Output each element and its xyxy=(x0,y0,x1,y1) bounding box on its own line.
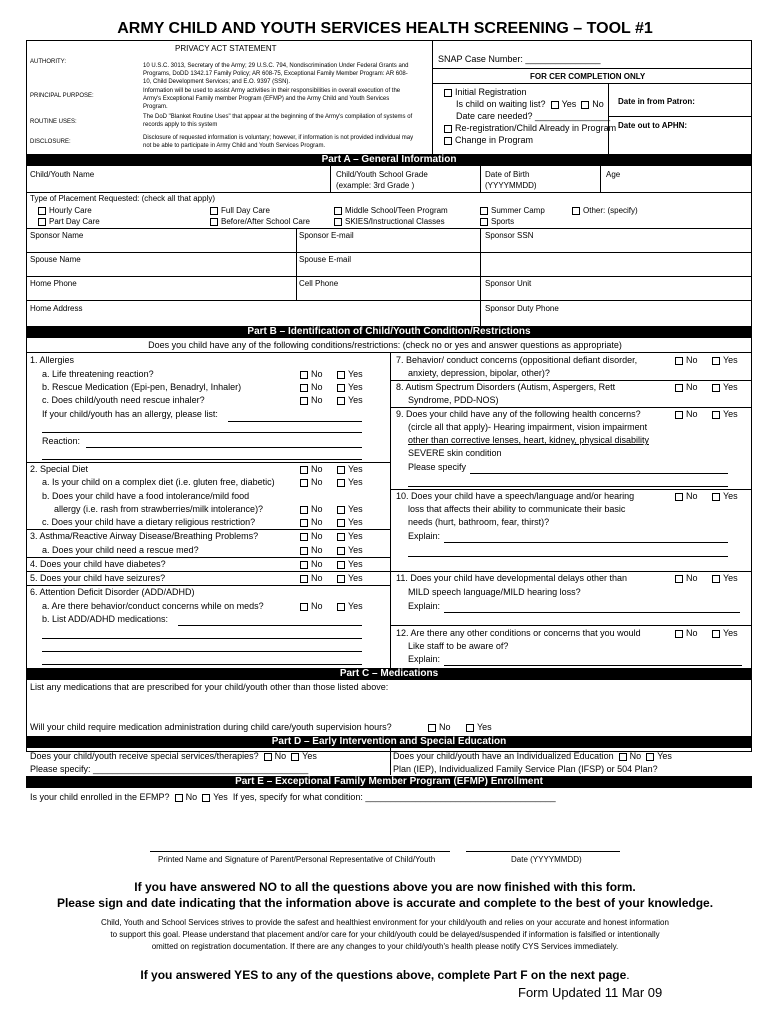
placement-heading: Type of Placement Requested: (check all that apply) xyxy=(30,194,215,203)
initial-registration-checkbox[interactable]: Initial Registration xyxy=(444,87,527,97)
checkbox-icon xyxy=(210,207,218,215)
q7-no[interactable]: No xyxy=(675,355,698,365)
q6a: a. Are there behavior/conduct concerns while on meds? xyxy=(42,601,264,611)
purpose-line3: Program. xyxy=(143,104,168,110)
checkbox-icon xyxy=(480,218,488,226)
disclosure-line1: Disclosure of requested information is voluntary; however, if information is not provided individual may xyxy=(143,135,414,141)
part-e-bar: Part E – Exceptional Family Member Program (EFMP) Enrollment xyxy=(26,776,752,788)
q5-seizures: 5. Does your child have seizures? xyxy=(30,573,166,583)
q12-no[interactable]: No xyxy=(675,628,698,638)
privacy-divider xyxy=(432,40,433,154)
q9b: (circle all that apply)- Hearing impairment, vision impairment xyxy=(408,422,648,432)
q2c: c. Does your child have a dietary religious restriction? xyxy=(42,517,256,527)
q2b2: allergy (i.e. rash from strawberries/milk intolerance)? xyxy=(54,504,264,514)
med-admin-no[interactable]: No xyxy=(428,722,451,732)
spouse-name-label[interactable]: Spouse Name xyxy=(30,255,81,264)
q3-yes[interactable]: Yes xyxy=(337,531,363,541)
routine-line2: records apply to this system xyxy=(143,122,218,128)
q2c-no[interactable]: No xyxy=(300,517,323,527)
q1a-yes[interactable]: Yes xyxy=(337,369,363,379)
q2a-no[interactable]: No xyxy=(300,477,323,487)
q12c: Explain: xyxy=(408,654,441,664)
cell-phone-label[interactable]: Cell Phone xyxy=(299,279,339,288)
disclosure-label: DISCLOSURE: xyxy=(30,139,71,145)
sponsor-ssn-label[interactable]: Sponsor SSN xyxy=(485,231,534,240)
q2b-no[interactable]: No xyxy=(300,504,323,514)
q10d: Explain: xyxy=(408,531,441,541)
q6a-yes[interactable]: Yes xyxy=(337,601,363,611)
q7b: anxiety, depression, bipolar, other)? xyxy=(408,368,550,378)
q1c-no[interactable]: No xyxy=(300,395,323,405)
q6a-no[interactable]: No xyxy=(300,601,323,611)
q2b-yes[interactable]: Yes xyxy=(337,504,363,514)
change-program-checkbox[interactable]: Change in Program xyxy=(444,135,533,145)
checkbox-icon xyxy=(38,207,46,215)
authority-label: AUTHORITY: xyxy=(30,59,67,65)
q10-speech: 10. Does your child have a speech/language and/or hearing xyxy=(396,491,635,501)
q2-no[interactable]: No xyxy=(300,464,323,474)
home-address-label[interactable]: Home Address xyxy=(30,304,83,313)
reregistration-checkbox[interactable]: Re-registration/Child Already in Program xyxy=(444,123,616,133)
q12b: Like staff to be aware of? xyxy=(408,641,509,651)
q1a: a. Life threatening reaction? xyxy=(42,369,154,379)
authority-line2: Programs, DoDD 1342.17 Family Policy; AR 608-75, Exceptional Family Member Program: AR 608- xyxy=(143,71,408,77)
part-b-intro: Does you child have any of the following conditions/restrictions: (check no or yes and answer questions as appropriate) xyxy=(148,340,622,350)
med-admin-yes[interactable]: Yes xyxy=(466,722,492,732)
date-out-label: Date out to APHN: xyxy=(618,121,688,130)
q2b1: b. Does your child have a food intolerance/mild food xyxy=(42,491,250,501)
part-a-bar: Part A – General Information xyxy=(26,154,752,166)
form-title: ARMY CHILD AND YOUTH SERVICES HEALTH SCREENING – TOOL #1 xyxy=(117,20,653,37)
hourly-care-checkbox[interactable]: Hourly Care xyxy=(38,206,92,215)
q3-no[interactable]: No xyxy=(300,531,323,541)
checkbox-icon[interactable] xyxy=(551,101,559,109)
q8-no[interactable]: No xyxy=(675,382,698,392)
q1a-no[interactable]: No xyxy=(300,369,323,379)
q1-allergies: 1. Allergies xyxy=(30,355,75,365)
part-c-bar: Part C – Medications xyxy=(26,668,752,680)
q2-yes[interactable]: Yes xyxy=(337,464,363,474)
special-services-question: Does your child/youth receive special services/therapies? No Yes xyxy=(30,751,317,761)
other-checkbox[interactable]: Other: (specify) xyxy=(572,206,638,215)
cys-notice-1: Child, Youth and School Services strives to provide the safest and healthiest environment for your child/youth and relies on your accurate and honest information xyxy=(101,918,669,927)
q8-autism: 8. Autism Spectrum Disorders (Autism, Aspergers, Rett xyxy=(396,382,616,392)
q3-asthma: 3. Asthma/Reactive Airway Disease/Breathing Problems? xyxy=(30,531,259,541)
q8b: Syndrome, PDD-NOS) xyxy=(408,395,499,405)
cys-notice-2: to support this goal. Please understand that placement and/or care for your child/youth could be delayed/suspended if information is falsified or intentionally xyxy=(110,930,660,939)
checkbox-icon xyxy=(572,207,580,215)
q10-no[interactable]: No xyxy=(675,491,698,501)
no-answers-finished: If you have answered NO to all the questions above you are now finished with this form. xyxy=(134,880,636,894)
medication-admin-question: Will your child require medication administration during child care/youth supervision hours? xyxy=(30,722,392,732)
part-day-checkbox[interactable]: Part Day Care xyxy=(38,217,100,226)
special-services-specify[interactable]: Please specify: ___________________________________________ xyxy=(30,764,309,774)
part-b-bar: Part B – Identification of Child/Youth Condition/Restrictions xyxy=(26,326,752,338)
dob-label[interactable]: Date of Birth xyxy=(485,170,530,179)
school-grade-label[interactable]: Child/Youth School Grade xyxy=(336,170,428,179)
q9-no[interactable]: No xyxy=(675,409,698,419)
q5-no[interactable]: No xyxy=(300,573,323,583)
purpose-line1: Information will be used to assist Army activities in their responsibilities in overall execution of the xyxy=(143,88,401,94)
q7-yes[interactable]: Yes xyxy=(712,355,738,365)
checkbox-icon[interactable] xyxy=(581,101,589,109)
date-care-needed[interactable]: Date care needed? _______________ xyxy=(456,111,611,121)
medications-list: List any medications that are prescribed for your child/youth other than those listed above: xyxy=(30,682,389,692)
waiting-list-question: Is child on waiting list? Yes No xyxy=(456,99,604,109)
q9-yes[interactable]: Yes xyxy=(712,409,738,419)
q11-developmental: 11. Does your child have developmental delays other than xyxy=(396,573,627,583)
q5-yes[interactable]: Yes xyxy=(337,573,363,583)
sponsor-email-label[interactable]: Sponsor E-mail xyxy=(299,231,354,240)
q6b: b. List ADD/ADHD medications: xyxy=(42,614,169,624)
before-after-checkbox[interactable]: Before/After School Care xyxy=(210,217,310,226)
efmp-question: Is your child enrolled in the EFMP? No Yes If yes, specify for what condition: ______________________________________ xyxy=(30,792,556,802)
dob-format: (YYYYMMDD) xyxy=(485,181,537,190)
q4-no[interactable]: No xyxy=(300,559,323,569)
form-updated: Form Updated 11 Mar 09 xyxy=(518,985,663,1000)
checkbox-icon xyxy=(444,89,452,97)
grade-example: (example: 3rd Grade ) xyxy=(336,181,415,190)
checkbox-icon xyxy=(210,218,218,226)
q7-behavior: 7. Behavior/ conduct concerns (oppositional defiant disorder, xyxy=(396,355,638,365)
complete-part-f-notice: If you answered YES to any of the questions above, complete Part F on the next page. xyxy=(140,968,630,982)
routine-label: ROUTINE USES: xyxy=(30,119,77,125)
privacy-heading: PRIVACY ACT STATEMENT xyxy=(175,44,277,53)
q11b: MILD speech language/MILD hearing loss? xyxy=(408,587,581,597)
q11-no[interactable]: No xyxy=(675,573,698,583)
reaction-label: Reaction: xyxy=(42,436,81,446)
spouse-email-label[interactable]: Spouse E-mail xyxy=(299,255,352,264)
skies-checkbox[interactable]: SKIES/Instructional Classes xyxy=(334,217,445,226)
checkbox-icon xyxy=(334,218,342,226)
q1b: b. Rescue Medication (Epi-pen, Benadryl, Inhaler) xyxy=(42,382,242,392)
signature-line[interactable] xyxy=(150,851,450,852)
checkbox-icon xyxy=(444,137,452,145)
q4-yes[interactable]: Yes xyxy=(337,559,363,569)
q1b-yes[interactable]: Yes xyxy=(337,382,363,392)
age-label[interactable]: Age xyxy=(606,170,621,179)
q9d: SEVERE skin condition xyxy=(408,448,502,458)
q6-add: 6. Attention Deficit Disorder (ADD/ADHD) xyxy=(30,587,195,597)
q11c: Explain: xyxy=(408,601,441,611)
q11-yes[interactable]: Yes xyxy=(712,573,738,583)
checkbox-icon xyxy=(480,207,488,215)
sports-checkbox[interactable]: Sports xyxy=(480,217,514,226)
full-day-checkbox[interactable]: Full Day Care xyxy=(210,206,270,215)
purpose-line2: Army's Exceptional Family member Program (EFMP) and the Army Child and Youth Services xyxy=(143,96,390,102)
q10b: loss that affects their ability to communicate their basic xyxy=(408,504,626,514)
q10-yes[interactable]: Yes xyxy=(712,491,738,501)
q9-health: 9. Does your child have any of the following health concerns? xyxy=(396,409,641,419)
sponsor-duty-label[interactable]: Sponsor Duty Phone xyxy=(485,304,559,313)
q3a-yes[interactable]: Yes xyxy=(337,545,363,555)
date-line[interactable] xyxy=(466,851,620,852)
authority-line1: 10 U.S.C. 3013, Secretary of the Army; 29 U.S.C. 794, Nondiscrimination Under Federal Grants and xyxy=(143,63,409,69)
iep-question-line2: Plan (IEP), Individualized Family Service Plan (IFSP) or 504 Plan? xyxy=(393,764,658,774)
q12-other: 12. Are there any other conditions or concerns that you would xyxy=(396,628,641,638)
q3a: a. Does your child need a rescue med? xyxy=(42,545,199,555)
home-phone-label[interactable]: Home Phone xyxy=(30,279,77,288)
summer-camp-checkbox[interactable]: Summer Camp xyxy=(480,206,545,215)
child-name-label[interactable]: Child/Youth Name xyxy=(30,170,95,179)
cys-notice-3: omitted on registration documentation. If there are any changes to your child/youth's health please notify CYS Services immediately. xyxy=(151,942,619,951)
cer-heading: FOR CER COMPLETION ONLY xyxy=(530,72,646,81)
routine-line1: The DoD "Blanket Routine Uses" that appear at the beginning of the Army's compilation of systems of xyxy=(143,114,413,120)
checkbox-icon xyxy=(334,207,342,215)
q9e: Please specify xyxy=(408,462,467,472)
part-d-bar: Part D – Early Intervention and Special Education xyxy=(26,736,752,748)
snap-case-number[interactable]: SNAP Case Number: _______________ xyxy=(438,54,601,64)
printed-name-label: Printed Name and Signature of Parent/Personal Representative of Child/Youth xyxy=(158,855,436,864)
date-in-label: Date in from Patron: xyxy=(618,97,695,106)
q1b-no[interactable]: No xyxy=(300,382,323,392)
middle-school-checkbox[interactable]: Middle School/Teen Program xyxy=(334,206,448,215)
q4-diabetes: 4. Does your child have diabetes? xyxy=(30,559,166,569)
checkbox-icon xyxy=(38,218,46,226)
sponsor-name-label[interactable]: Sponsor Name xyxy=(30,231,84,240)
q10c: needs (hurt, bathroom, fear, thirst)? xyxy=(408,517,550,527)
checkbox-icon xyxy=(444,125,452,133)
q1d: If your child/youth has an allergy, please list: xyxy=(42,409,218,419)
q9c: other than corrective lenses, heart, kidney, physical disability xyxy=(408,435,649,445)
q1c-yes[interactable]: Yes xyxy=(337,395,363,405)
q2a: a. Is your child on a complex diet (i.e. gluten free, diabetic) xyxy=(42,477,275,487)
q2-special-diet: 2. Special Diet xyxy=(30,464,89,474)
signature-date-label: Date (YYYYMMDD) xyxy=(511,855,582,864)
iep-question: Does your child/youth have an Individualized Education No Yes xyxy=(393,751,672,761)
purpose-label: PRINCIPAL PURPOSE: xyxy=(30,93,94,99)
q2c-yes[interactable]: Yes xyxy=(337,517,363,527)
q3a-no[interactable]: No xyxy=(300,545,323,555)
authority-line3: 10, Child Development Services; and E.O. 9397 (SSN). xyxy=(143,79,291,85)
disclosure-line2: not be able to participate in Army Child and Youth Services Program. xyxy=(143,143,326,149)
sign-and-date-notice: Please sign and date indicating that the information above is accurate and complete to the best of your knowledge. xyxy=(56,896,714,910)
reaction-line[interactable] xyxy=(86,447,362,448)
q1c: c. Does child/youth need rescue inhaler? xyxy=(42,395,205,405)
q12-yes[interactable]: Yes xyxy=(712,628,738,638)
sponsor-unit-label[interactable]: Sponsor Unit xyxy=(485,279,532,288)
q8-yes[interactable]: Yes xyxy=(712,382,738,392)
allergy-list-line[interactable] xyxy=(228,421,362,422)
q2a-yes[interactable]: Yes xyxy=(337,477,363,487)
